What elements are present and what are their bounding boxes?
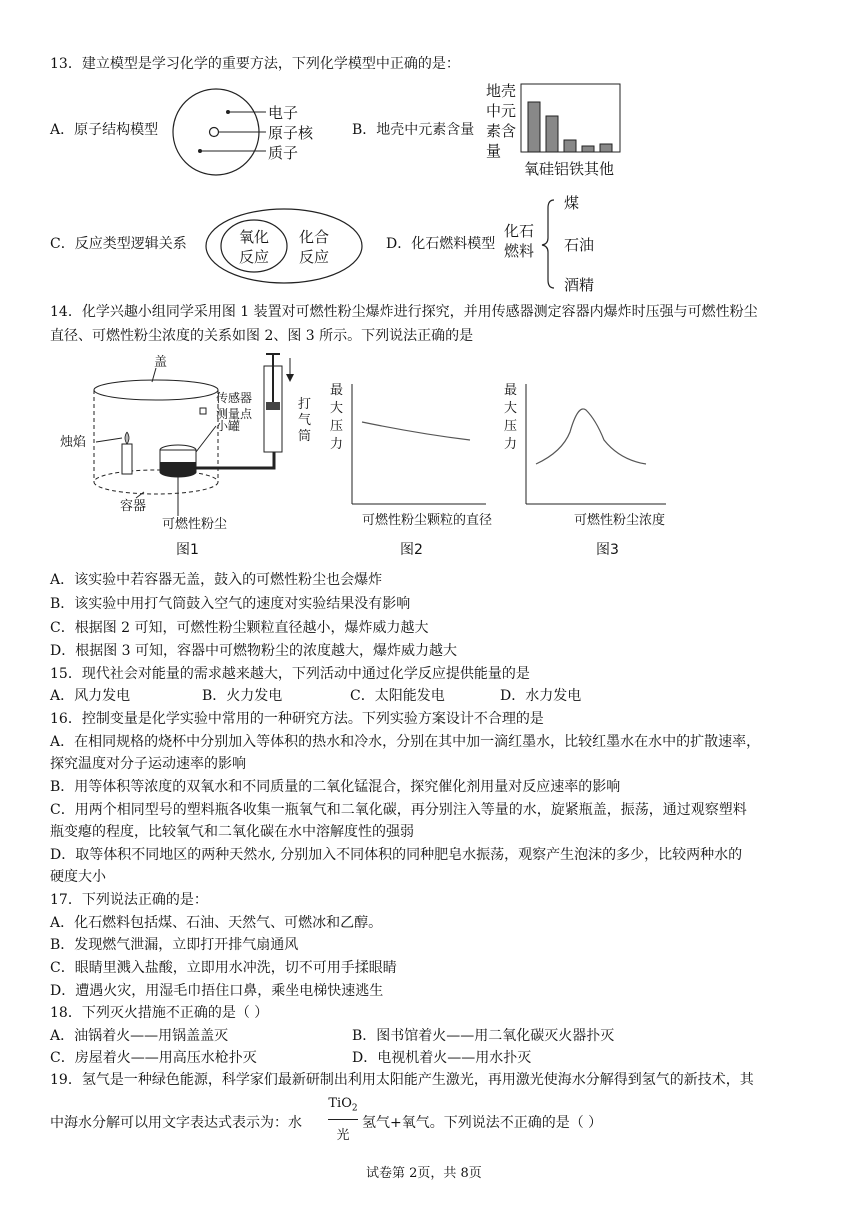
q17-option-d: D．遭遇火灾，用湿毛巾捂住口鼻，乘坐电梯快速逃生 bbox=[50, 983, 384, 999]
q14-option-c: C．根据图 2 可知，可燃性粉尘颗粒直径越小，爆炸威力越大 bbox=[50, 620, 429, 636]
q16-option-a-line1: A．在相同规格的烧杯中分别加入等体积的热水和冷水，分别在其中加一滴红墨水，比较红墨水在水中的扩散速率， bbox=[50, 734, 761, 750]
q14-option-b: B．该实验中用打气筒鼓入空气的速度对实验结果没有影响 bbox=[50, 596, 411, 612]
chart-ylabel-3: 素含 bbox=[486, 122, 517, 140]
fig2-caption: 图2 bbox=[400, 542, 423, 558]
venn-inner-1: 氧化 bbox=[239, 228, 270, 246]
fig2-xlabel: 可燃性粉尘颗粒的直径 bbox=[362, 513, 493, 528]
figure-2-chart bbox=[330, 382, 500, 558]
q15-option-d: D．水力发电 bbox=[500, 688, 582, 704]
q16-option-b: B．用等体积等浓度的双氧水和不同质量的二氧化锰混合，探究催化剂用量对反应速率的影响 bbox=[50, 779, 621, 795]
q16-stem: 16．控制变量是化学实验中常用的一种研究方法。下列实验方案设计不合理的是 bbox=[50, 711, 544, 727]
fossil-fuel-model-diagram bbox=[502, 188, 612, 296]
q18-option-c: C．房屋着火——用高压水枪扑灭 bbox=[50, 1050, 257, 1066]
label-nucleus: 原子核 bbox=[268, 124, 314, 142]
venn-outer-2: 反应 bbox=[299, 248, 330, 266]
q13-option-c-label: C．反应类型逻辑关系 bbox=[50, 236, 187, 252]
fig2-ylabel-4: 力 bbox=[330, 437, 344, 452]
crust-element-bar-chart bbox=[480, 80, 630, 184]
q14-stem-line1: 14．化学兴趣小组同学采用图 1 装置对可燃性粉尘爆炸进行探究，并用传感器测定容器内爆炸时压强与可燃性粉尘 bbox=[50, 304, 758, 320]
fuel-item-coal: 煤 bbox=[564, 194, 580, 212]
fig3-caption: 图3 bbox=[596, 542, 619, 558]
atom-model-diagram bbox=[170, 88, 340, 180]
figure-3-chart bbox=[504, 382, 680, 558]
q19-reaction-condition bbox=[326, 1096, 360, 1144]
fig3-ylabel-1: 最 bbox=[504, 383, 518, 398]
q13-option-a-label: A．原子结构模型 bbox=[50, 122, 159, 138]
q17-option-c: C．眼睛里溅入盐酸，立即用水冲洗，切不可用手揉眼睛 bbox=[50, 960, 397, 976]
fuel-root-2: 燃料 bbox=[504, 242, 535, 260]
q16-option-d-line2: 硬度大小 bbox=[50, 869, 106, 885]
q18-stem: 18．下列灭火措施不正确的是（ ） bbox=[50, 1005, 269, 1021]
fig1-pump-label-1: 打 bbox=[298, 397, 312, 412]
fig1-dust-label: 可燃性粉尘 bbox=[162, 517, 228, 532]
q18-option-a: A．油锅着火——用锅盖盖灭 bbox=[50, 1028, 229, 1044]
q18-option-b: B．图书馆着火——用二氧化碳灭火器扑灭 bbox=[352, 1028, 615, 1044]
fig2-curve bbox=[362, 422, 470, 440]
page-footer: 试卷第 2页，共 8页 bbox=[366, 1166, 482, 1181]
q16-option-a-line2: 探究温度对分子运动速率的影响 bbox=[50, 756, 246, 772]
q17-option-a: A．化石燃料包括煤、石油、天然气、可燃冰和乙醇。 bbox=[50, 915, 383, 931]
fig1-pump-label-2: 气 bbox=[298, 413, 312, 428]
q19-light-condition: 光 bbox=[336, 1128, 350, 1143]
q16-option-c-line1: C．用两个相同型号的塑料瓶各收集一瓶氧气和二氧化碳，再分别注入等量的水，旋紧瓶盖，振荡，通过观察塑料 bbox=[50, 802, 747, 818]
q15-option-b: B．火力发电 bbox=[202, 688, 283, 704]
q15-option-a: A．风力发电 bbox=[50, 688, 131, 704]
fig1-lid-label: 盖 bbox=[154, 355, 168, 370]
fig2-ylabel-2: 大 bbox=[330, 401, 344, 416]
fig1-container-label: 容器 bbox=[120, 499, 147, 514]
fig3-ylabel-4: 力 bbox=[504, 437, 518, 452]
chart-ylabel-1: 地壳 bbox=[486, 82, 517, 100]
q13-option-d-label: D．化石燃料模型 bbox=[386, 236, 496, 252]
chart-categories: 氧硅铝铁其他 bbox=[524, 160, 615, 178]
q19-line2-prefix: 中海水分解可以用文字表达式表示为：水 bbox=[50, 1115, 302, 1131]
fig1-sensor-label-1: 传感器 bbox=[216, 391, 253, 405]
q15-option-c: C．太阳能发电 bbox=[350, 688, 445, 704]
fuel-item-alcohol: 酒精 bbox=[564, 276, 595, 294]
q14-option-a: A．该实验中若容器无盖，鼓入的可燃性粉尘也会爆炸 bbox=[50, 572, 383, 588]
q13-stem: 13．建立模型是学习化学的重要方法，下列化学模型中正确的是： bbox=[50, 56, 460, 72]
fig2-ylabel-3: 压 bbox=[330, 419, 344, 434]
q19-reaction-arrow-line bbox=[328, 1119, 358, 1120]
fig1-flame-label: 烛焰 bbox=[60, 435, 87, 450]
q14-option-d: D．根据图 3 可知，容器中可燃物粉尘的浓度越大，爆炸威力越大 bbox=[50, 643, 458, 659]
fig2-ylabel-1: 最 bbox=[330, 383, 344, 398]
fuel-root-1: 化石 bbox=[504, 222, 535, 240]
venn-outer-1: 化合 bbox=[299, 228, 330, 246]
fig3-xlabel: 可燃性粉尘浓度 bbox=[574, 513, 666, 528]
fig3-ylabel-2: 大 bbox=[504, 401, 518, 416]
venn-inner-2: 反应 bbox=[239, 248, 270, 266]
q16-option-c-line2: 瓶变瘪的程度，比较氧气和二氧化碳在水中溶解度性的强弱 bbox=[50, 824, 414, 840]
q15-stem: 15．现代社会对能量的需求越来越大，下列活动中通过化学反应提供能量的是 bbox=[50, 666, 530, 682]
fig1-caption: 图1 bbox=[176, 542, 199, 558]
label-electron: 电子 bbox=[268, 104, 299, 122]
fig1-pump-label-3: 筒 bbox=[298, 429, 312, 444]
chart-ylabel-4: 量 bbox=[486, 142, 502, 160]
figure-1-apparatus bbox=[56, 352, 326, 562]
q17-stem: 17．下列说法正确的是： bbox=[50, 892, 208, 908]
q17-option-b: B．发现燃气泄漏，立即打开排气扇通风 bbox=[50, 937, 299, 953]
fig3-ylabel-3: 压 bbox=[504, 419, 518, 434]
reaction-type-venn-diagram bbox=[202, 206, 368, 288]
q13-option-b-label: B．地壳中元素含量 bbox=[352, 122, 475, 138]
q14-stem-line2: 直径、可燃性粉尘浓度的关系如图 2、图 3 所示。下列说法正确的是 bbox=[50, 328, 474, 344]
q18-option-d: D．电视机着火——用水扑灭 bbox=[352, 1050, 532, 1066]
fig1-can-label: 小罐 bbox=[216, 419, 241, 433]
fig3-curve bbox=[536, 409, 646, 464]
fuel-item-oil: 石油 bbox=[564, 236, 595, 254]
label-proton: 质子 bbox=[268, 144, 299, 162]
q16-option-d-line1: D．取等体积不同地区的两种天然水, 分别加入不同体积的同种肥皂水振荡，观察产生泡沫的多少，比较两种水的 bbox=[50, 847, 743, 863]
q19-line2-suffix: 氢气+氧气。下列说法不正确的是（ ） bbox=[362, 1115, 603, 1131]
q19-line1: 19．氢气是一种绿色能源，科学家们最新研制出利用太阳能产生激光，再用激光使海水分解得到氢气的新技术，其 bbox=[50, 1072, 754, 1088]
fig1-sensor-label-2: 测量点 bbox=[216, 407, 253, 421]
q19-catalyst: TiO$_2$ bbox=[328, 1096, 358, 1114]
chart-ylabel-2: 中元 bbox=[486, 102, 517, 120]
